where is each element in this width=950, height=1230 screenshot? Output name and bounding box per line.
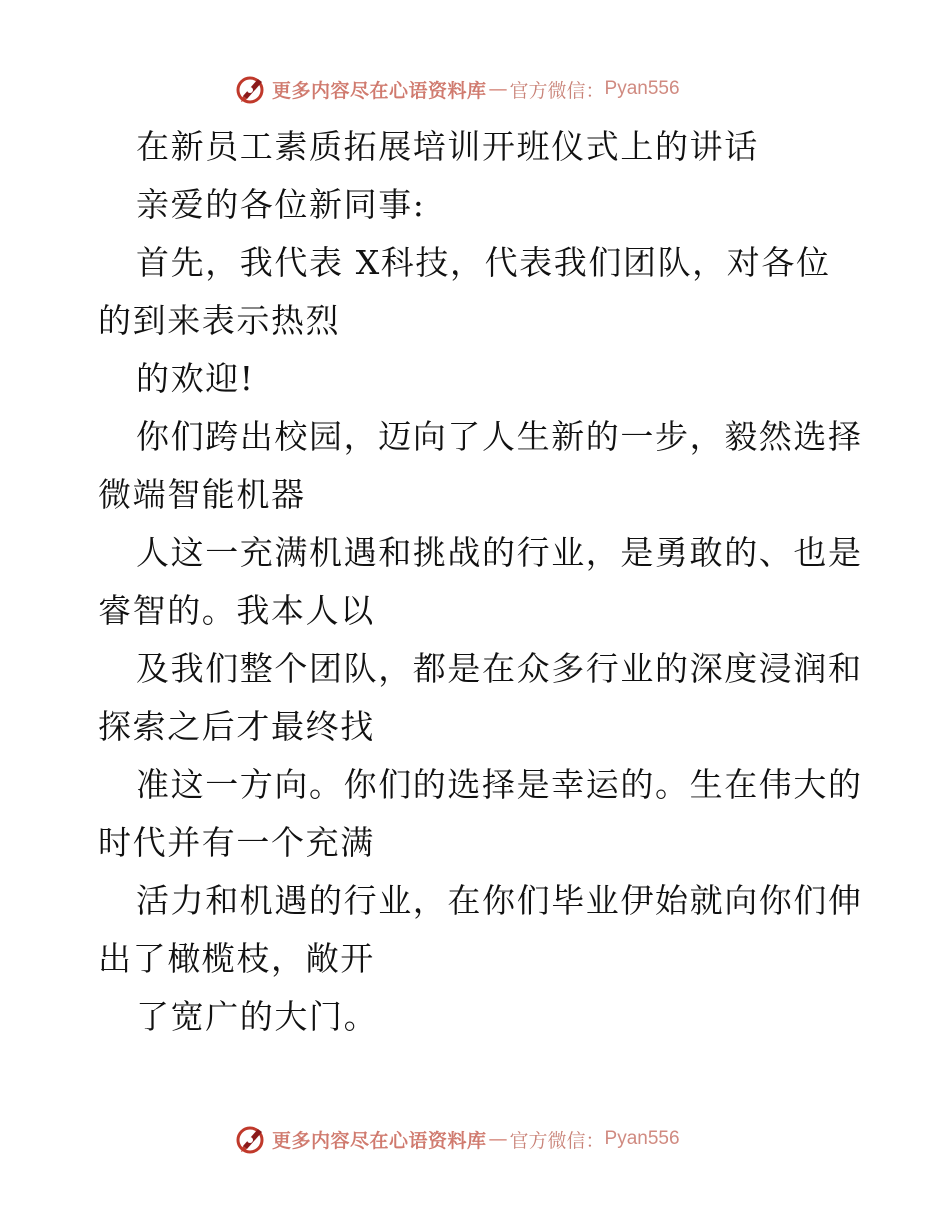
paragraph-line: 睿智的。我本人以 [98,591,375,630]
paragraph-line: 准这一方向。你们的选择是幸运的。生在伟大的 [136,765,863,804]
watermark-text: 更多内容尽在心语资料库 [272,79,487,102]
pen-logo-icon [234,1122,268,1156]
paragraph-line: 你们跨出校园，迈向了人生新的一步，毅然选择 [136,417,863,456]
paragraph-line: 的欢迎! [136,359,255,398]
watermark-dash: — [488,1128,508,1150]
paragraph-line: 活力和机遇的行业，在你们毕业伊始就向你们伸 [136,881,863,920]
watermark-wechat-label: 官方微信： [509,79,605,102]
paragraph-line: 时代并有一个充满 [98,823,375,862]
document-title: 在新员工素质拓展培训开班仪式上的讲话 [136,127,759,166]
footer-watermark [234,1122,680,1156]
paragraph-line: 探索之后才最终找 [98,707,375,746]
paragraph-line: 首先，我代表 X科技，代表我们团队，对各位 [136,243,831,282]
watermark-dash: — [488,78,508,100]
paragraph-line: 及我们整个团队，都是在众多行业的深度浸润和 [136,649,863,688]
watermark-wechat-id: Pyan556 [604,78,680,99]
paragraph-line: 出了橄榄枝，敞开 [98,939,375,978]
watermark-wechat-label: 官方微信： [509,1129,605,1152]
header-watermark [234,72,680,106]
paragraph-line: 了宽广的大门。 [136,997,379,1036]
document-body [98,118,863,1046]
watermark-text: 更多内容尽在心语资料库 [272,1129,487,1152]
pen-logo-icon [234,72,268,106]
greeting: 亲爱的各位新同事: [136,185,426,224]
watermark-wechat-id: Pyan556 [604,1128,680,1149]
paragraph-line: 微端智能机器 [98,475,306,514]
paragraph-line: 的到来表示热烈 [98,301,341,340]
paragraph-line: 人这一充满机遇和挑战的行业，是勇敢的、也是 [136,533,863,572]
